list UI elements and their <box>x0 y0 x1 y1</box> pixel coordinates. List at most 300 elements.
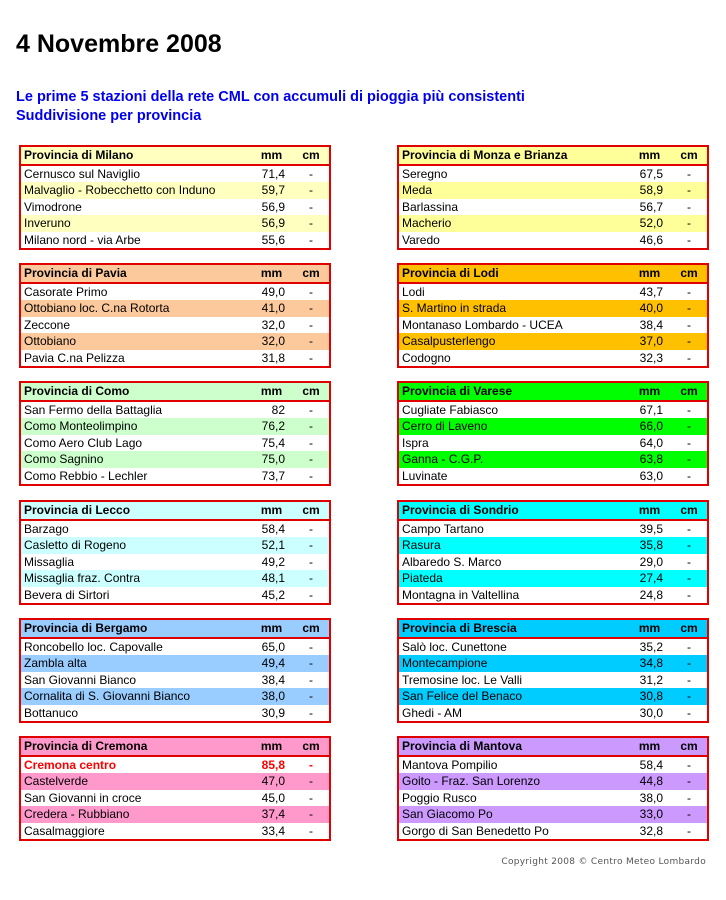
cm-column-header: cm <box>293 501 330 520</box>
rain-mm: 82 <box>271 402 285 417</box>
table-row <box>20 705 330 723</box>
province-name: Provincia di Lecco <box>20 501 250 520</box>
snow-cm: - <box>293 215 330 232</box>
station-name: Bottanuco <box>20 705 250 723</box>
table-row <box>20 570 330 587</box>
table-row <box>20 756 330 774</box>
mm-column-header: mm <box>628 382 671 401</box>
table-row <box>398 773 708 790</box>
rain-mm: 37,0 <box>639 334 663 348</box>
station-name: San Giovanni Bianco <box>20 672 250 689</box>
snow-cm: - <box>671 570 708 587</box>
table-row <box>20 688 330 705</box>
snow-cm: - <box>671 688 708 705</box>
table-row <box>398 215 708 232</box>
table-row <box>20 451 330 468</box>
rain-mm: 59,7 <box>261 183 285 197</box>
snow-cm: - <box>293 806 330 823</box>
station-name: Cremona centro <box>20 756 250 774</box>
table-row <box>398 418 708 435</box>
snow-cm: - <box>293 688 330 705</box>
snow-cm: - <box>671 806 708 823</box>
table-row <box>398 333 708 350</box>
rain-mm: 76,2 <box>261 419 285 433</box>
table-row <box>398 823 708 841</box>
table-header <box>398 264 708 283</box>
table-provincia-di-varese <box>397 381 709 486</box>
station-name: Milano nord - via Arbe <box>20 232 250 250</box>
rain-mm: 85,8 <box>261 757 285 772</box>
province-name: Provincia di Milano <box>20 146 250 165</box>
rain-mm: 75,4 <box>261 435 285 450</box>
table-row <box>398 451 708 468</box>
snow-cm: - <box>671 756 708 774</box>
snow-cm: - <box>293 199 330 216</box>
station-name: Ottobiano <box>20 333 250 350</box>
snow-cm: - <box>293 773 330 790</box>
snow-cm: - <box>671 655 708 672</box>
station-name: Cornalita di S. Giovanni Bianco <box>20 688 250 705</box>
snow-cm: - <box>671 435 708 452</box>
rain-mm: 71,4 <box>261 166 285 181</box>
station-name: San Giacomo Po <box>398 806 628 823</box>
table-header <box>20 264 330 283</box>
mm-column-header: mm <box>628 146 671 165</box>
mm-column-header: mm <box>250 146 293 165</box>
rain-mm: 38,4 <box>261 672 285 687</box>
table-header <box>20 146 330 165</box>
rain-mm: 45,2 <box>250 587 293 605</box>
snow-cm: - <box>293 570 330 587</box>
table-row <box>20 182 330 199</box>
cm-column-header: cm <box>293 737 330 756</box>
snow-cm: - <box>293 300 330 317</box>
station-name: S. Martino in strada <box>398 300 628 317</box>
snow-cm: - <box>293 790 330 807</box>
snow-cm: - <box>671 705 708 723</box>
table-row <box>20 401 330 419</box>
station-name: Cerro di Laveno <box>398 418 628 435</box>
station-name: Gorgo di San Benedetto Po <box>398 823 628 841</box>
table-row <box>20 773 330 790</box>
rain-mm: 56,9 <box>261 199 285 214</box>
snow-cm: - <box>293 638 330 656</box>
snow-cm: - <box>671 215 708 232</box>
rain-mm: 56,7 <box>639 199 663 214</box>
cm-column-header: cm <box>671 619 708 638</box>
rain-mm: 52,1 <box>261 538 285 552</box>
table-header <box>398 737 708 756</box>
table-row <box>398 806 708 823</box>
station-name: Rasura <box>398 537 628 554</box>
rain-mm: 32,3 <box>628 350 671 368</box>
subtitle-line-2: Suddivisione per provincia <box>16 108 202 124</box>
table-provincia-di-pavia <box>19 263 331 368</box>
table-row <box>398 537 708 554</box>
rain-mm: 58,4 <box>639 757 663 772</box>
rain-mm: 45,0 <box>261 790 285 805</box>
table-row <box>20 537 330 554</box>
rain-mm: 44,8 <box>639 774 663 788</box>
table-row <box>398 554 708 571</box>
province-name: Provincia di Varese <box>398 382 628 401</box>
table-header <box>398 619 708 638</box>
snow-cm: - <box>671 638 708 656</box>
province-name: Provincia di Bergamo <box>20 619 250 638</box>
table-row <box>20 823 330 841</box>
snow-cm: - <box>293 672 330 689</box>
table-row <box>20 333 330 350</box>
station-name: Casletto di Rogeno <box>20 537 250 554</box>
mm-column-header: mm <box>250 619 293 638</box>
cm-column-header: cm <box>293 264 330 283</box>
cm-column-header: cm <box>671 146 708 165</box>
station-name: Poggio Rusco <box>398 790 628 807</box>
snow-cm: - <box>293 705 330 723</box>
station-name: San Felice del Benaco <box>398 688 628 705</box>
snow-cm: - <box>293 317 330 334</box>
rain-mm: 52,0 <box>639 216 663 230</box>
table-row <box>398 468 708 486</box>
table-row <box>398 182 708 199</box>
page-title: 4 Novembre 2008 <box>16 30 222 58</box>
table-row <box>398 756 708 774</box>
table-header <box>20 619 330 638</box>
rain-mm: 33,4 <box>250 823 293 841</box>
table-row <box>20 215 330 232</box>
table-row <box>20 283 330 301</box>
station-name: Como Aero Club Lago <box>20 435 250 452</box>
rain-mm: 65,0 <box>261 639 285 654</box>
table-row <box>20 790 330 807</box>
province-name: Provincia di Cremona <box>20 737 250 756</box>
station-name: Montagna in Valtellina <box>398 587 628 605</box>
station-name: Missaglia <box>20 554 250 571</box>
rain-mm: 37,4 <box>261 807 285 821</box>
station-name: Codogno <box>398 350 628 368</box>
snow-cm: - <box>671 672 708 689</box>
rain-mm: 27,4 <box>639 571 663 585</box>
rain-mm: 67,1 <box>639 402 663 417</box>
snow-cm: - <box>293 587 330 605</box>
station-name: Tremosine loc. Le Valli <box>398 672 628 689</box>
table-row <box>398 350 708 368</box>
province-name: Provincia di Brescia <box>398 619 628 638</box>
snow-cm: - <box>671 554 708 571</box>
rain-mm: 75,0 <box>261 452 285 466</box>
rain-mm: 66,0 <box>639 419 663 433</box>
snow-cm: - <box>671 350 708 368</box>
table-provincia-di-cremona <box>19 736 331 841</box>
station-name: Roncobello loc. Capovalle <box>20 638 250 656</box>
table-header <box>398 501 708 520</box>
snow-cm: - <box>293 165 330 183</box>
station-name: Bevera di Sirtori <box>20 587 250 605</box>
province-name: Provincia di Mantova <box>398 737 628 756</box>
snow-cm: - <box>671 790 708 807</box>
table-row <box>398 300 708 317</box>
rain-mm: 32,0 <box>261 317 285 332</box>
mm-column-header: mm <box>250 382 293 401</box>
rain-mm: 39,5 <box>639 521 663 536</box>
snow-cm: - <box>293 451 330 468</box>
station-name: Missaglia fraz. Contra <box>20 570 250 587</box>
snow-cm: - <box>293 468 330 486</box>
mm-column-header: mm <box>250 264 293 283</box>
rain-mm: 38,0 <box>639 790 663 805</box>
rain-mm: 29,0 <box>639 554 663 569</box>
snow-cm: - <box>293 401 330 419</box>
rain-mm: 58,4 <box>261 521 285 536</box>
snow-cm: - <box>293 520 330 538</box>
table-provincia-di-bergamo <box>19 618 331 723</box>
rain-mm: 67,5 <box>639 166 663 181</box>
rain-mm: 43,7 <box>639 284 663 299</box>
rain-mm: 63,0 <box>628 468 671 486</box>
station-name: Seregno <box>398 165 628 183</box>
station-name: Luvinate <box>398 468 628 486</box>
table-row <box>20 435 330 452</box>
cm-column-header: cm <box>293 619 330 638</box>
snow-cm: - <box>293 756 330 774</box>
station-name: Mantova Pompilio <box>398 756 628 774</box>
table-row <box>20 232 330 250</box>
table-row <box>398 638 708 656</box>
mm-column-header: mm <box>250 501 293 520</box>
table-row <box>398 232 708 250</box>
table-row <box>20 638 330 656</box>
table-provincia-di-brescia <box>397 618 709 723</box>
rain-mm: 38,0 <box>261 689 285 703</box>
snow-cm: - <box>671 520 708 538</box>
station-name: Macherio <box>398 215 628 232</box>
cm-column-header: cm <box>671 501 708 520</box>
rain-mm: 33,0 <box>639 807 663 821</box>
table-row <box>20 587 330 605</box>
snow-cm: - <box>293 823 330 841</box>
rain-mm: 64,0 <box>639 435 663 450</box>
rain-mm: 30,8 <box>639 689 663 703</box>
table-provincia-di-milano <box>19 145 331 250</box>
snow-cm: - <box>671 300 708 317</box>
table-row <box>20 350 330 368</box>
rain-mm: 31,8 <box>250 350 293 368</box>
station-name: Lodi <box>398 283 628 301</box>
station-name: San Fermo della Battaglia <box>20 401 250 419</box>
rain-mm: 58,9 <box>639 183 663 197</box>
table-row <box>20 199 330 216</box>
table-row <box>20 300 330 317</box>
snow-cm: - <box>671 537 708 554</box>
station-name: Campo Tartano <box>398 520 628 538</box>
table-row <box>20 806 330 823</box>
table-provincia-di-lecco <box>19 500 331 605</box>
table-row <box>398 672 708 689</box>
table-provincia-di-lodi <box>397 263 709 368</box>
province-name: Provincia di Monza e Brianza <box>398 146 628 165</box>
table-row <box>398 283 708 301</box>
snow-cm: - <box>671 773 708 790</box>
table-row <box>398 317 708 334</box>
snow-cm: - <box>293 655 330 672</box>
copyright-notice: Copyright 2008 © Centro Meteo Lombardo <box>501 857 706 867</box>
table-provincia-di-mantova <box>397 736 709 841</box>
rain-mm: 56,9 <box>261 216 285 230</box>
station-name: Credera - Rubbiano <box>20 806 250 823</box>
table-header <box>20 501 330 520</box>
snow-cm: - <box>671 232 708 250</box>
station-name: Ispra <box>398 435 628 452</box>
snow-cm: - <box>293 232 330 250</box>
rain-mm: 35,2 <box>639 639 663 654</box>
snow-cm: - <box>671 333 708 350</box>
rain-mm: 49,4 <box>261 656 285 670</box>
rain-mm: 47,0 <box>261 774 285 788</box>
rain-mm: 31,2 <box>639 672 663 687</box>
table-header <box>398 146 708 165</box>
table-row <box>20 655 330 672</box>
station-name: Barlassina <box>398 199 628 216</box>
snow-cm: - <box>293 554 330 571</box>
cm-column-header: cm <box>671 737 708 756</box>
rain-mm: 30,9 <box>250 705 293 723</box>
station-name: Piateda <box>398 570 628 587</box>
table-row <box>20 520 330 538</box>
cm-column-header: cm <box>671 264 708 283</box>
province-name: Provincia di Sondrio <box>398 501 628 520</box>
table-provincia-di-como <box>19 381 331 486</box>
rain-mm: 48,1 <box>261 571 285 585</box>
station-name: Zambla alta <box>20 655 250 672</box>
rain-mm: 38,4 <box>639 317 663 332</box>
station-name: Castelverde <box>20 773 250 790</box>
snow-cm: - <box>293 182 330 199</box>
table-row <box>20 418 330 435</box>
snow-cm: - <box>293 537 330 554</box>
snow-cm: - <box>671 587 708 605</box>
table-row <box>20 317 330 334</box>
station-name: Vimodrone <box>20 199 250 216</box>
table-row <box>20 165 330 183</box>
rain-mm: 41,0 <box>261 301 285 315</box>
rain-mm: 46,6 <box>628 232 671 250</box>
station-name: Ottobiano loc. C.na Rotorta <box>20 300 250 317</box>
station-name: Malvaglio - Robecchetto con Induno <box>20 182 250 199</box>
snow-cm: - <box>671 823 708 841</box>
snow-cm: - <box>671 418 708 435</box>
table-header <box>20 382 330 401</box>
snow-cm: - <box>671 182 708 199</box>
station-name: Inveruno <box>20 215 250 232</box>
station-name: Montecampione <box>398 655 628 672</box>
table-row <box>398 655 708 672</box>
province-name: Provincia di Pavia <box>20 264 250 283</box>
station-name: Ghedi - AM <box>398 705 628 723</box>
station-name: Cugliate Fabiasco <box>398 401 628 419</box>
rain-mm: 73,7 <box>250 468 293 486</box>
table-header <box>398 382 708 401</box>
snow-cm: - <box>293 283 330 301</box>
table-row <box>398 165 708 183</box>
province-name: Provincia di Lodi <box>398 264 628 283</box>
station-name: Como Rebbio - Lechler <box>20 468 250 486</box>
rain-mm: 49,2 <box>261 554 285 569</box>
cm-column-header: cm <box>293 146 330 165</box>
rain-mm: 24,8 <box>628 587 671 605</box>
station-name: Salò loc. Cunettone <box>398 638 628 656</box>
snow-cm: - <box>671 468 708 486</box>
station-name: Albaredo S. Marco <box>398 554 628 571</box>
rain-mm: 49,0 <box>261 284 285 299</box>
station-name: San Giovanni in croce <box>20 790 250 807</box>
rain-mm: 40,0 <box>639 301 663 315</box>
snow-cm: - <box>671 165 708 183</box>
snow-cm: - <box>671 199 708 216</box>
station-name: Casalmaggiore <box>20 823 250 841</box>
rain-mm: 34,8 <box>639 656 663 670</box>
table-provincia-di-sondrio <box>397 500 709 605</box>
snow-cm: - <box>293 418 330 435</box>
snow-cm: - <box>293 350 330 368</box>
snow-cm: - <box>671 283 708 301</box>
table-row <box>20 672 330 689</box>
cm-column-header: cm <box>671 382 708 401</box>
table-row <box>398 688 708 705</box>
station-name: Casorate Primo <box>20 283 250 301</box>
station-name: Zeccone <box>20 317 250 334</box>
snow-cm: - <box>293 333 330 350</box>
station-name: Montanaso Lombardo - UCEA <box>398 317 628 334</box>
cm-column-header: cm <box>293 382 330 401</box>
table-row <box>398 401 708 419</box>
station-name: Cernusco sul Naviglio <box>20 165 250 183</box>
subtitle-line-1: Le prime 5 stazioni della rete CML con accumuli di pioggia più consistenti <box>16 89 525 105</box>
station-name: Goito - Fraz. San Lorenzo <box>398 773 628 790</box>
station-name: Meda <box>398 182 628 199</box>
table-row <box>398 435 708 452</box>
table-row <box>398 705 708 723</box>
mm-column-header: mm <box>250 737 293 756</box>
mm-column-header: mm <box>628 737 671 756</box>
table-row <box>398 570 708 587</box>
table-header <box>20 737 330 756</box>
mm-column-header: mm <box>628 264 671 283</box>
snow-cm: - <box>671 451 708 468</box>
snow-cm: - <box>671 401 708 419</box>
table-provincia-di-monza-e-brianza <box>397 145 709 250</box>
table-row <box>398 587 708 605</box>
rain-mm: 32,8 <box>628 823 671 841</box>
rain-mm: 55,6 <box>250 232 293 250</box>
rain-mm: 35,8 <box>639 538 663 552</box>
table-row <box>20 468 330 486</box>
table-row <box>398 199 708 216</box>
mm-column-header: mm <box>628 619 671 638</box>
province-name: Provincia di Como <box>20 382 250 401</box>
snow-cm: - <box>293 435 330 452</box>
station-name: Casalpusterlengo <box>398 333 628 350</box>
mm-column-header: mm <box>628 501 671 520</box>
table-row <box>398 520 708 538</box>
rain-mm: 32,0 <box>261 334 285 348</box>
rain-mm: 63,8 <box>639 452 663 466</box>
station-name: Como Sagnino <box>20 451 250 468</box>
station-name: Varedo <box>398 232 628 250</box>
rain-mm: 30,0 <box>628 705 671 723</box>
station-name: Ganna - C.G.P. <box>398 451 628 468</box>
station-name: Pavia C.na Pelizza <box>20 350 250 368</box>
table-row <box>398 790 708 807</box>
